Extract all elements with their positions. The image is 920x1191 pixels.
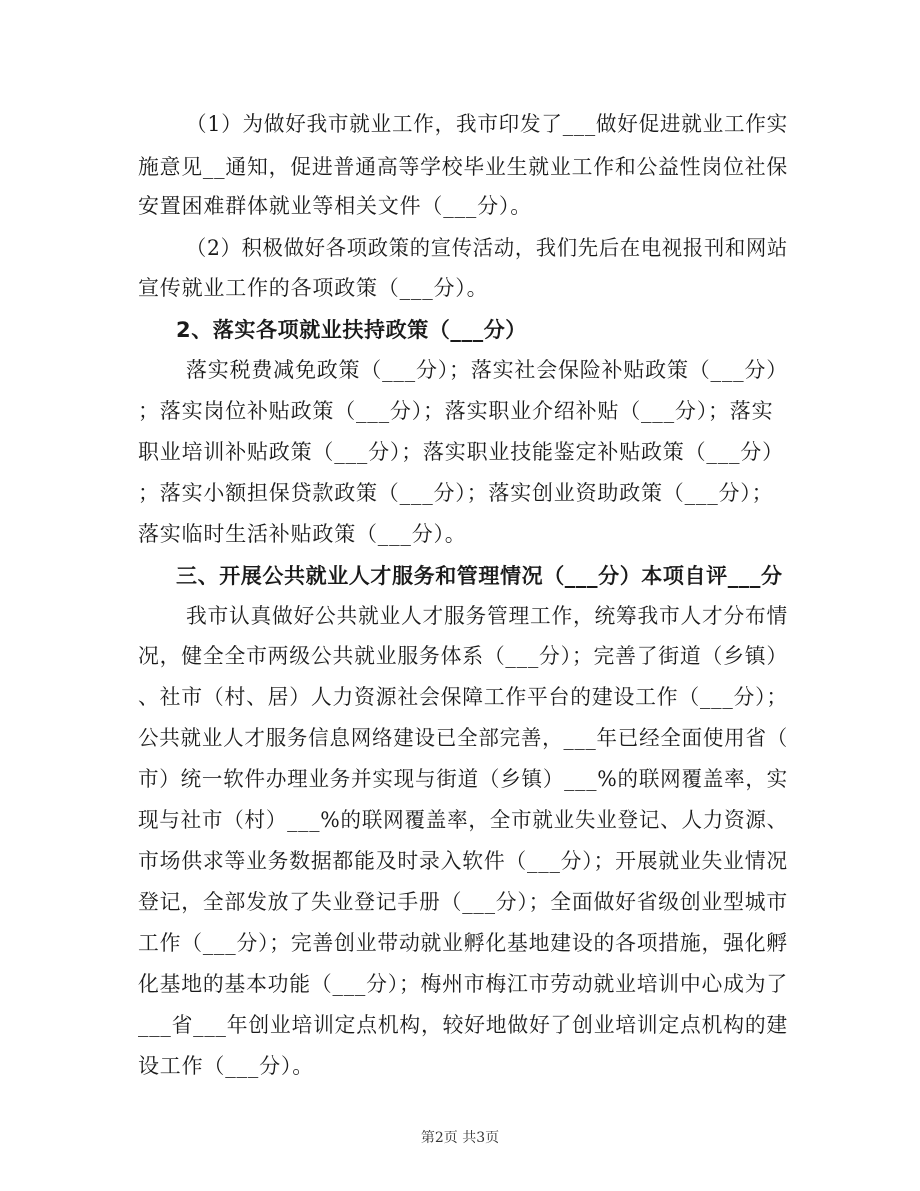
paragraph-4-line-2: 况，健全全市两级公共就业服务体系（___分）；完善了街道（乡镇） <box>138 644 788 668</box>
paragraph-4-line-4: 公共就业人才服务信息网络建设已全部完善，___年已经全面使用省（ <box>138 726 788 750</box>
paragraph-4-line-5: 市）统一软件办理业务并实现与街道（乡镇）___%的联网覆盖率，实 <box>138 767 788 791</box>
section-heading-3: 三、开展公共就业人才服务和管理情况（___分）本项自评___分 <box>176 564 783 588</box>
paragraph-4-line-6: 现与社市（村）___%的联网覆盖率，全市就业失业登记、人力资源、 <box>138 808 788 832</box>
paragraph-4-line-12: 设工作（___分）。 <box>138 1054 314 1078</box>
paragraph-4-line-8: 登记，全部发放了失业登记手册（___分）；全面做好省级创业型城市 <box>138 890 788 914</box>
paragraph-4-line-1: 我市认真做好公共就业人才服务管理工作，统筹我市人才分布情 <box>186 604 788 628</box>
section-heading-2: 2、落实各项就业扶持政策（___分） <box>176 318 527 342</box>
paragraph-2-line-1: （2）积极做好各项政策的宣传活动，我们先后在电视报刊和网站 <box>186 236 788 260</box>
paragraph-4-line-3: 、社市（村、居）人力资源社会保障工作平台的建设工作（___分）； <box>138 685 788 709</box>
paragraph-4-line-11: ___省___年创业培训定点机构，较好地做好了创业培训定点机构的建 <box>138 1013 788 1037</box>
paragraph-3-line-3: 职业培训补贴政策（___分）；落实职业技能鉴定补贴政策（___分） <box>138 440 784 464</box>
page-indicator: 第2页 共3页 <box>420 1130 500 1146</box>
paragraph-3-line-4: ；落实小额担保贷款政策（___分）；落实创业资助政策（___分）； <box>138 481 774 505</box>
paragraph-3-line-5: 落实临时生活补贴政策（___分）。 <box>138 522 467 546</box>
paragraph-2-line-2: 宣传就业工作的各项政策（___分）。 <box>138 276 489 300</box>
paragraph-3-line-2: ；落实岗位补贴政策（___分）；落实职业介绍补贴（___分）；落实 <box>138 399 774 423</box>
paragraph-1-line-3: 安置困难群体就业等相关文件（___分）。 <box>138 194 532 218</box>
paragraph-3-line-1: 落实税费减免政策（___分）；落实社会保险补贴政策（___分） <box>186 358 788 382</box>
paragraph-4-line-10: 化基地的基本功能（___分）；梅州市梅江市劳动就业培训中心成为了 <box>138 972 788 996</box>
paragraph-1-line-2: 施意见__通知，促进普通高等学校毕业生就业工作和公益性岗位社保 <box>138 155 788 179</box>
paragraph-4-line-9: 工作（___分）；完善创业带动就业孵化基地建设的各项措施，强化孵 <box>138 931 788 955</box>
paragraph-4-line-7: 市场供求等业务数据都能及时录入软件（___分）；开展就业失业情况 <box>138 849 788 873</box>
paragraph-1-line-1: （1）为做好我市就业工作，我市印发了___做好促进就业工作实 <box>186 112 788 136</box>
